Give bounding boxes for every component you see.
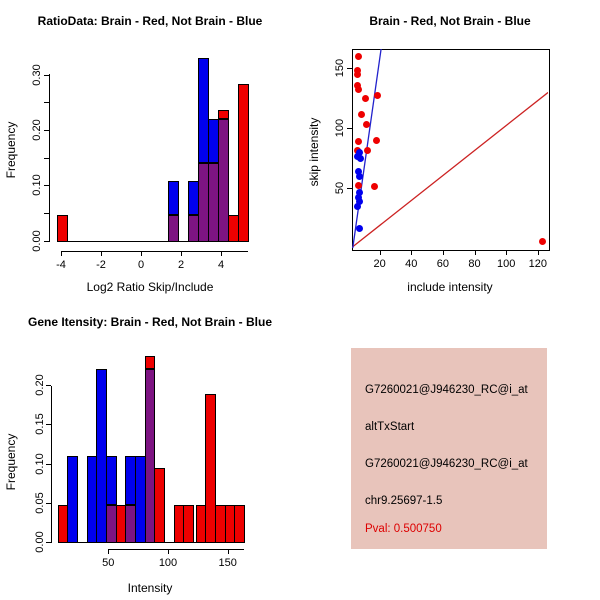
probe-id-line-1: G7260021@J946230_RC@i_at	[365, 384, 528, 396]
hist-bar	[106, 456, 117, 505]
y-axis-tick	[44, 102, 49, 103]
x-tick-label: 40	[405, 258, 418, 270]
scatter-ylabel: skip intensity	[307, 117, 321, 187]
y-tick-label: 0.05	[34, 492, 46, 514]
y-axis-tick	[46, 542, 51, 543]
hist-bar	[234, 505, 245, 543]
hist-bar	[67, 456, 78, 543]
y-tick-label: 0.10	[31, 174, 43, 196]
y-tick-label: 150	[334, 59, 346, 78]
x-tick-label: -2	[96, 259, 106, 271]
hist-bar	[183, 505, 194, 543]
info-panel	[351, 348, 547, 549]
gene-hist-title: Gene Itensity: Brain - Red, Not Brain - Blue	[27, 315, 273, 329]
x-axis-tick	[506, 250, 507, 255]
x-axis-tick	[141, 251, 142, 256]
hist-bar	[154, 468, 165, 543]
y-axis-line	[49, 74, 50, 242]
hist-bar	[145, 356, 156, 369]
x-tick-label: 120	[528, 258, 547, 270]
x-axis-tick	[228, 549, 229, 554]
scatter-point	[374, 92, 381, 99]
scatter-point	[364, 147, 371, 154]
scatter-point	[371, 183, 378, 190]
y-axis-line	[51, 386, 52, 544]
x-tick-label: 50	[102, 557, 115, 569]
event-type-line: altTxStart	[365, 421, 415, 433]
ratio-hist-title: RatioData: Brain - Red, Not Brain - Blue	[37, 14, 263, 28]
scatter-point	[363, 121, 370, 128]
x-axis-tick	[411, 250, 412, 255]
y-axis-tick	[46, 424, 51, 425]
y-axis-tick	[44, 130, 49, 131]
scatter-point	[355, 182, 362, 189]
y-axis-tick	[46, 464, 51, 465]
y-axis-tick	[44, 241, 49, 242]
x-axis-tick	[380, 250, 381, 255]
x-tick-label: 20	[373, 258, 386, 270]
x-tick-label: 100	[158, 557, 178, 569]
x-axis-tick	[61, 251, 62, 256]
y-tick-label: 0.20	[31, 119, 43, 141]
gene-hist-xlabel: Intensity	[127, 581, 173, 595]
x-tick-label: 60	[436, 258, 450, 270]
y-tick-label: 0.00	[34, 531, 46, 553]
y-axis-tick	[46, 385, 51, 386]
ratio-hist-xlabel: Log2 Ratio Skip/Include	[86, 280, 214, 294]
x-axis-tick	[108, 549, 109, 554]
y-tick-label: 0.15	[34, 413, 46, 435]
hist-bar	[57, 215, 68, 242]
x-tick-label: 2	[177, 259, 185, 271]
probe-id-line-2: G7260021@J946230_RC@i_at	[365, 458, 528, 470]
x-tick-label: 0	[137, 259, 145, 271]
y-tick-label: 0.00	[31, 229, 43, 252]
x-tick-label: 80	[468, 258, 481, 270]
y-tick-label: 0.10	[34, 452, 46, 475]
y-axis-tick	[44, 158, 49, 159]
x-axis-tick	[101, 251, 102, 256]
x-axis-tick	[168, 549, 169, 554]
hist-bar	[218, 110, 229, 119]
scatter-title: Brain - Red, Not Brain - Blue	[369, 14, 531, 28]
y-axis-tick	[44, 185, 49, 186]
x-axis-line	[108, 549, 244, 550]
y-axis-tick	[44, 213, 49, 214]
hist-bar	[238, 84, 249, 242]
y-axis-tick	[46, 503, 51, 504]
scatter-lines	[352, 49, 548, 249]
scatter-point	[373, 137, 380, 144]
scatter-point	[356, 225, 363, 232]
chromosome-location-line: chr9.25697-1.5	[365, 495, 443, 507]
pval-line: Pval: 0.500750	[365, 523, 442, 535]
gene-hist-ylabel: Frequency	[4, 433, 18, 491]
scatter-xlabel: include intensity	[407, 280, 493, 294]
x-axis-tick	[443, 250, 444, 255]
x-tick-label: 100	[497, 258, 516, 270]
x-tick-label: 4	[217, 259, 225, 271]
y-tick-label: 0.20	[34, 374, 46, 396]
identity-line	[352, 92, 548, 248]
hist-bar-overlap	[168, 215, 179, 242]
x-axis-tick	[538, 250, 539, 255]
x-axis-tick	[181, 251, 182, 256]
y-tick-label: 100	[334, 119, 346, 138]
x-axis-tick	[221, 251, 222, 256]
x-axis-tick	[475, 250, 476, 255]
y-tick-label: 50	[334, 182, 346, 195]
x-tick-label: 150	[218, 557, 237, 569]
y-tick-label: 0.30	[31, 63, 43, 86]
y-axis-tick	[44, 75, 49, 76]
hist-bar	[168, 181, 179, 215]
ratio-hist-ylabel: Frequency	[4, 121, 18, 179]
x-tick-label: -4	[56, 259, 66, 271]
scatter-point	[539, 238, 546, 245]
